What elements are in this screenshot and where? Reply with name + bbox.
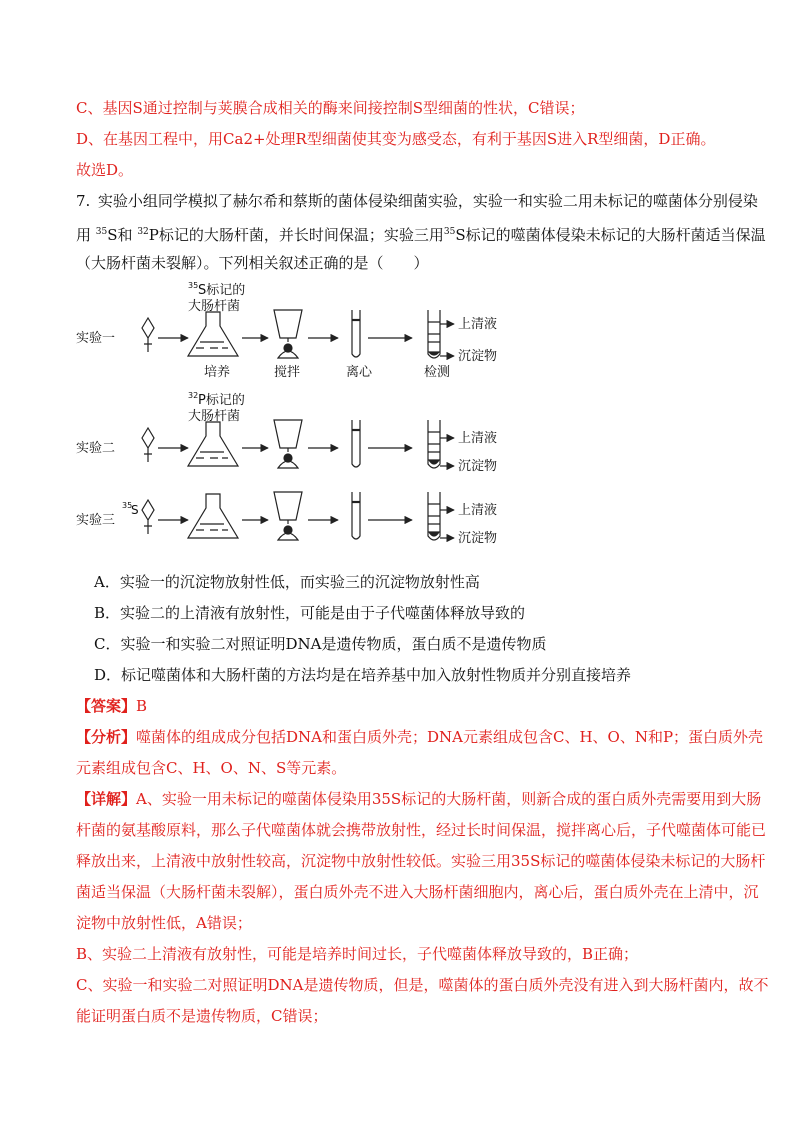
row-2-apparatus xyxy=(142,420,454,468)
label2-b: 大肠杆菌 xyxy=(188,409,241,424)
experiment-diagram xyxy=(72,280,532,552)
row-3-apparatus xyxy=(142,492,454,540)
option-c: C．实验一和实验二对照证明DNA是遗传物质，蛋白质不是遗传物质 xyxy=(94,635,547,653)
detail-line-2: 杆菌的氨基酸原料，那么子代噬菌体就会携带放射性，经过长时间保温，搅拌离心后，子代噬菌体可能已 xyxy=(76,821,767,839)
label2-sup: 32 xyxy=(188,391,199,400)
detail-text-1: A、实验一用未标记的噬菌体侵染用35S标记的大肠杆菌，则新合成的蛋白质外壳需要用到大肠 xyxy=(136,790,762,808)
sediment-2: 沉淀物 xyxy=(458,459,498,474)
detail-line-3: 释放出来，上清液中放射性较高，沉淀物中放射性较低。实验三用35S标记的噬菌体侵染未标记的大肠杆 xyxy=(76,852,766,870)
label-exp2: 实验二 xyxy=(76,441,116,456)
phage-s-label: S xyxy=(131,503,139,517)
q-text-c: P标记的大肠杆菌，并长时间保温；实验三用 xyxy=(148,226,444,244)
step-stir: 搅拌 xyxy=(274,365,301,380)
phage-35-label: 35 xyxy=(122,501,133,510)
sediment-1: 沉淀物 xyxy=(458,349,498,364)
sup-32: 32 xyxy=(137,227,149,237)
label-exp1: 实验一 xyxy=(76,331,116,346)
detail-line-4: 菌适当保温（大肠杆菌未裂解），蛋白质外壳不进入大肠杆菌细胞内，离心后，蛋白质外壳在上清中，沉 xyxy=(76,883,759,901)
text-line-conclusion: 故选D。 xyxy=(76,161,134,179)
phage-icon-3 xyxy=(142,500,154,534)
phage-icon xyxy=(142,318,154,352)
label2-a: P标记的 xyxy=(198,393,245,408)
label1-sup: 35 xyxy=(188,281,199,290)
q-text-b: S和 xyxy=(107,226,133,244)
analysis-tag: 【分析】 xyxy=(76,728,137,746)
text-line-d: D、在基因工程中，用Ca2+处理R型细菌使其变为感受态，有利于基因S进入R型细菌，D正确。 xyxy=(76,130,716,148)
option-b: B．实验二的上清液有放射性，可能是由于子代噬菌体释放导致的 xyxy=(94,604,526,622)
question-line-3: （大肠杆菌未裂解）。下列相关叙述正确的是（ ） xyxy=(76,254,429,272)
step-centrifuge: 离心 xyxy=(346,365,373,380)
detail-line-1 xyxy=(76,789,761,809)
step-culture: 培养 xyxy=(204,365,231,380)
analysis-line-2: 元素组成包含C、H、O、N、S等元素。 xyxy=(76,759,347,777)
option-d: D．标记噬菌体和大肠杆菌的方法均是在培养基中加入放射性物质并分别直接培养 xyxy=(94,666,632,684)
detail-line-5: 淀物中放射性低，A错误； xyxy=(76,914,252,932)
detail-tag: 【详解】 xyxy=(76,790,137,808)
question-line-2 xyxy=(76,222,766,245)
q-text-d: S标记的噬菌体侵染未标记的大肠杆菌适当保温 xyxy=(455,226,766,244)
phage-icon-2 xyxy=(142,428,154,462)
sediment-3: 沉淀物 xyxy=(458,531,498,546)
text-line-c: C、基因S通过控制与荚膜合成相关的酶来间接控制S型细菌的性状，C错误； xyxy=(76,99,585,117)
sup-35b: 35 xyxy=(443,227,456,237)
label-exp3: 实验三 xyxy=(76,513,116,528)
answer-line xyxy=(76,696,147,716)
analysis-text-1: 噬菌体的组成成分包括DNA和蛋白质外壳；DNA元素组成包含C、H、O、N和P；蛋白质外壳 xyxy=(136,728,764,746)
supernatant-3: 上清液 xyxy=(458,503,498,518)
answer-value: B xyxy=(136,697,148,715)
question-text: 实验小组同学模拟了赫尔希和蔡斯的菌体侵染细菌实验，实验一和实验二用未标记的噬菌体分别侵染 xyxy=(97,192,758,210)
sup-35: 35 xyxy=(95,227,108,237)
label1-a: S标记的 xyxy=(198,283,246,298)
question-line-1 xyxy=(76,191,758,211)
analysis-line-1 xyxy=(76,727,763,747)
detail-line-7: C、实验一和实验二对照证明DNA是遗传物质，但是，噬菌体的蛋白质外壳没有进入到大肠杆菌内，故不 xyxy=(76,976,769,994)
answer-tag: 【答案】 xyxy=(76,697,137,715)
detail-line-6: B、实验二上清液有放射性，可能是培养时间过长，子代噬菌体释放导致的，B正确； xyxy=(76,945,639,963)
option-a: A．实验一的沉淀物放射性低，而实验三的沉淀物放射性高 xyxy=(94,573,480,591)
question-number: 7. xyxy=(76,192,91,210)
supernatant-2: 上清液 xyxy=(458,431,498,446)
row-1-apparatus xyxy=(142,310,454,358)
step-detect: 检测 xyxy=(424,365,451,380)
detail-line-8: 能证明蛋白质不是遗传物质，C错误； xyxy=(76,1007,328,1025)
supernatant-1: 上清液 xyxy=(458,317,498,332)
label1-b: 大肠杆菌 xyxy=(188,299,241,314)
q-text-a: 用 xyxy=(76,226,92,244)
